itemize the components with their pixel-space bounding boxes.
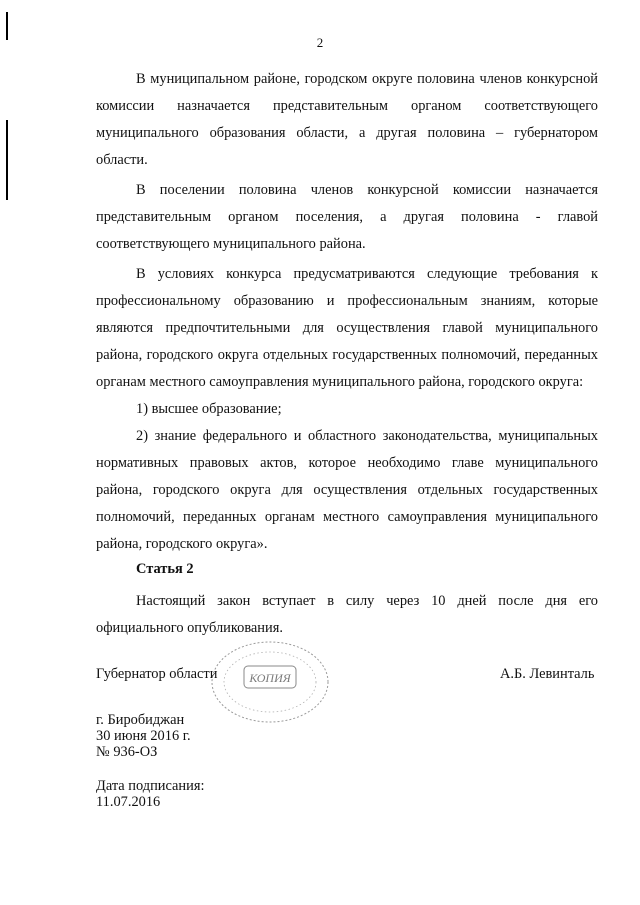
page-number: 2 bbox=[316, 35, 324, 50]
margin-mark bbox=[6, 120, 8, 200]
signatory-name: А.Б. Левинталь bbox=[500, 666, 595, 682]
body-text bbox=[96, 66, 598, 558]
stamp-label: КОПИЯ bbox=[249, 671, 291, 685]
paragraph: 1) высшее образование; bbox=[136, 401, 282, 417]
law-number: № 936-ОЗ bbox=[96, 744, 158, 760]
signing-date: 11.07.2016 bbox=[96, 794, 161, 810]
article-heading: Статья 2 bbox=[136, 561, 194, 577]
copy-stamp bbox=[204, 638, 334, 726]
signing-date-block bbox=[96, 778, 204, 810]
paragraph: В условиях конкурса предусматриваются следующие требования к профессиональному образованию и профессиональным знаниям, которые являются предпочтительными для осуществления главой муниципального района, городского округа отдельных государственных полномочий, переданных органам местного самоуправления муниципального района, городского округа: bbox=[96, 266, 598, 390]
place-block bbox=[96, 712, 191, 760]
signatory-position: Губернатор области bbox=[96, 666, 218, 682]
paragraph: 2) знание федерального и областного законодательства, муниципальных нормативных правовых актов, которое необходимо главе муниципального района, городского округа для осуществления отдельных государственных полномочий, переданных органам местного самоуправления муниципального района, городского округа». bbox=[96, 428, 598, 552]
place-date: 30 июня 2016 г. bbox=[96, 728, 191, 744]
place-city: г. Биробиджан bbox=[96, 712, 185, 728]
article-text: Настоящий закон вступает в силу через 10 дней после дня его официального опубликования. bbox=[96, 593, 598, 636]
paragraph: В муниципальном районе, городском округе половина членов конкурсной комиссии назначается представительным органом соответствующего муниципального образования области, а другая половина – губернатором области. bbox=[96, 71, 598, 168]
signing-date-label: Дата подписания: bbox=[96, 778, 205, 794]
paragraph: В поселении половина членов конкурсной комиссии назначается представительным органом поселения, а другая половина - главой соответствующего муниципального района. bbox=[96, 182, 598, 252]
